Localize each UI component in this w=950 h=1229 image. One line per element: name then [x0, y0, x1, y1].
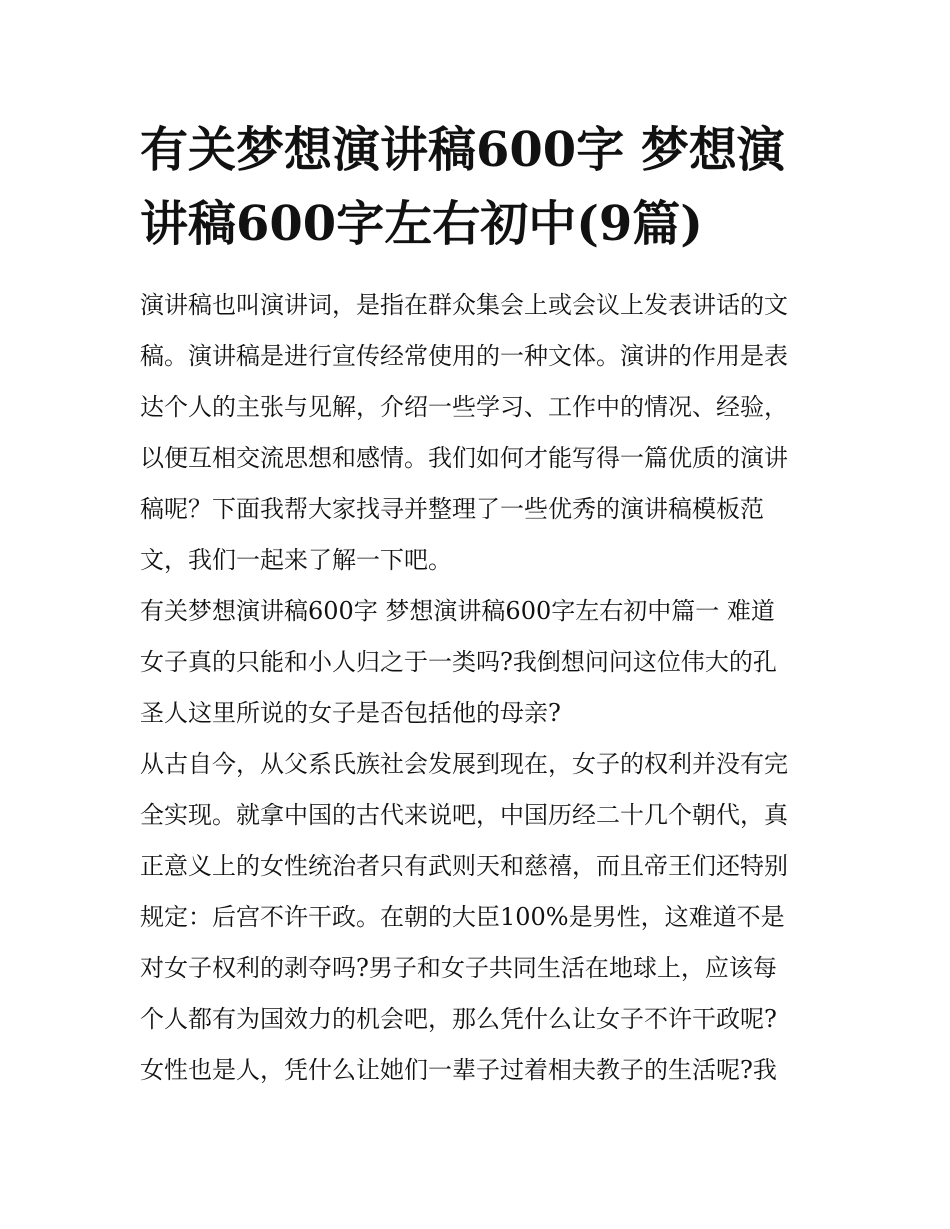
- body-line: 女性也是人，凭什么让她们一辈子过着相夫教子的生活呢?我: [140, 1056, 777, 1084]
- title-line: 讲稿600字左右初中(9篇): [140, 196, 704, 252]
- document-body: [140, 280, 830, 1096]
- body-line: 对女子权利的剥夺吗?男子和女子共同生活在地球上，应该每: [140, 954, 777, 982]
- body-line: 规定：后宫不许干政。在朝的大臣100%是男性，这难道不是: [140, 903, 785, 931]
- body-line: 女子真的只能和小人归之于一类吗?我倒想问问这位伟大的孔: [140, 648, 777, 676]
- body-line: 圣人这里所说的女子是否包括他的母亲?: [140, 699, 561, 727]
- body-line: 正意义上的女性统治者只有武则天和慈禧，而且帝王们还特别: [140, 852, 788, 880]
- body-line: 稿。演讲稿是进行宣传经常使用的一种文体。演讲的作用是表: [140, 342, 788, 370]
- body-line: 以便互相交流思想和感情。我们如何才能写得一篇优质的演讲: [140, 444, 788, 472]
- body-line: 从古自今，从父系氏族社会发展到现在，女子的权利并没有完: [140, 750, 788, 778]
- body-line: 达个人的主张与见解，介绍一些学习、工作中的情况、经验，: [140, 393, 788, 421]
- body-line: 有关梦想演讲稿600字 梦想演讲稿600字左右初中篇一 难道: [140, 597, 775, 625]
- body-line: 文，我们一起来了解一下吧。: [140, 546, 452, 574]
- body-line: 个人都有为国效力的机会吧，那么凭什么让女子不许干政呢?: [140, 1005, 777, 1033]
- title-line: 有关梦想演讲稿600字 梦想演: [140, 122, 785, 178]
- body-line: 稿呢？下面我帮大家找寻并整理了一些优秀的演讲稿模板范: [140, 495, 764, 523]
- body-line: 演讲稿也叫演讲词，是指在群众集会上或会议上发表讲话的文: [140, 291, 788, 319]
- body-line: 全实现。就拿中国的古代来说吧，中国历经二十几个朝代，真: [140, 801, 788, 829]
- document-title: [140, 113, 830, 261]
